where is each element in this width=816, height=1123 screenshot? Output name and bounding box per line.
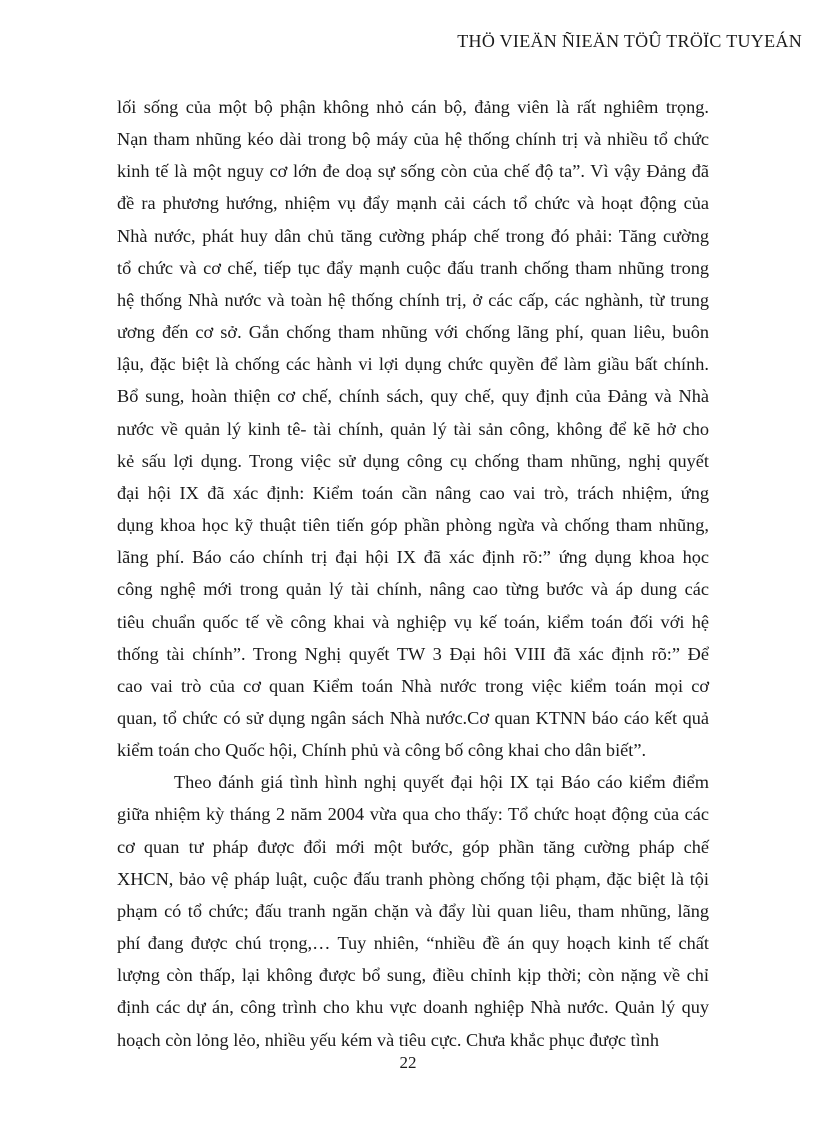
text-line: thống tài chính”. Trong Nghị quyết TW 3 Đại hôi VIII đã xác định rõ:” Để [117, 643, 709, 664]
text-line: công nghệ mới trong quản lý tài chính, nâng cao từng bước và áp dung các [117, 579, 709, 600]
text-line: định các dự án, công trình cho khu vực doanh nghiệp Nhà nước. Quản lý quy [117, 997, 709, 1018]
text-line: Nạn tham nhũng kéo dài trong bộ máy của hệ thống chính trị và nhiều tổ chức [117, 129, 709, 150]
text-line: kinh tế là một nguy cơ lớn đe doạ sự sống còn của chế độ ta”. Vì vậy Đảng đã [117, 161, 709, 182]
text-line: cơ quan tư pháp được đổi mới một bước, góp phần tăng cường pháp chế [117, 836, 709, 857]
text-line: giữa nhiệm kỳ tháng 2 năm 2004 vừa qua cho thấy: Tổ chức hoạt động của các [117, 804, 709, 825]
text-line: XHCN, bảo vệ pháp luật, cuộc đấu tranh phòng chống tội phạm, đặc biệt là tội [117, 868, 709, 889]
text-line: nước về quản lý kinh tê- tài chính, quản lý tài sản công, không để kẽ hở cho [117, 418, 709, 439]
text-line: lối sống của một bộ phận không nhỏ cán bộ, đảng viên là rất nghiêm trọng. [117, 97, 709, 117]
page-number: 22 [399, 1053, 417, 1072]
running-header: THÖ VIEÄN ÑIEÄN TÖÛ TRÖÏC TUYEÁN [457, 31, 802, 51]
text-line: tiêu chuẩn quốc tế về công khai và nghiệp vụ kế toán, kiểm toán đối với hệ [117, 611, 709, 632]
text-line: phạm có tổ chức; đấu tranh ngăn chặn và đẩy lùi quan liêu, tham nhũng, lãng [117, 900, 709, 921]
paragraph [117, 766, 709, 1055]
text-line: cao vai trò của cơ quan Kiểm toán Nhà nước trong việc kiểm toán mọi cơ [117, 675, 709, 696]
text-line: đề ra phương hướng, nhiệm vụ đẩy mạnh cải cách tổ chức và hoạt động của [117, 193, 709, 214]
text-line: quan, tổ chức có sử dụng ngân sách Nhà nước.Cơ quan KTNN báo cáo kết quả [117, 707, 709, 728]
text-line: kẻ sấu lợi dụng. Trong việc sử dụng công cụ chống tham nhũng, nghị quyết [117, 450, 709, 471]
text-line: hệ thống Nhà nước và toàn hệ thống chính trị, ở các cấp, các nghành, từ trung [117, 289, 709, 310]
text-line: Nhà nước, phát huy dân chủ tăng cường pháp chế trong đó phải: Tăng cường [117, 225, 709, 246]
text-line: lãng phí. Báo cáo chính trị đại hội IX đã xác định rõ:” ứng dụng khoa học [117, 547, 709, 568]
paragraph [117, 91, 709, 766]
text-line: phí đang được chú trọng,… Tuy nhiên, “nhiều đề án quy hoạch kinh tế chất [117, 933, 709, 954]
text-line: lậu, đặc biệt là chống các hành vi lợi dụng chức quyền để làm giầu bất chính. [117, 354, 709, 375]
text-line: Bổ sung, hoàn thiện cơ chế, chính sách, quy chế, quy định của Đảng và Nhà [117, 386, 709, 407]
text-line: Theo đánh giá tình hình nghị quyết đại hội IX tại Báo cáo kiểm điểm [174, 772, 709, 793]
text-line: dụng khoa học kỹ thuật tiên tiến góp phần phòng ngừa và chống tham nhũng, [117, 515, 709, 536]
text-line: hoạch còn lỏng lẻo, nhiều yếu kém và tiêu cực. Chưa khắc phục được tình [117, 1029, 659, 1050]
text-line: kiểm toán cho Quốc hội, Chính phủ và công bố công khai cho dân biết”. [117, 740, 647, 761]
text-line: ương đến cơ sở. Gắn chống tham nhũng với chống lãng phí, quan liêu, buôn [117, 322, 709, 343]
body-text [117, 91, 709, 1056]
text-line: đại hội IX đã xác định: Kiểm toán cần nâng cao vai trò, trách nhiệm, ứng [117, 482, 709, 503]
text-line: lượng còn thấp, lại không được bổ sung, điều chỉnh kịp thời; còn nặng về chỉ [117, 965, 709, 986]
text-line: tổ chức và cơ chế, tiếp tục đẩy mạnh cuộc đấu tranh chống tham nhũng trong [117, 257, 709, 278]
